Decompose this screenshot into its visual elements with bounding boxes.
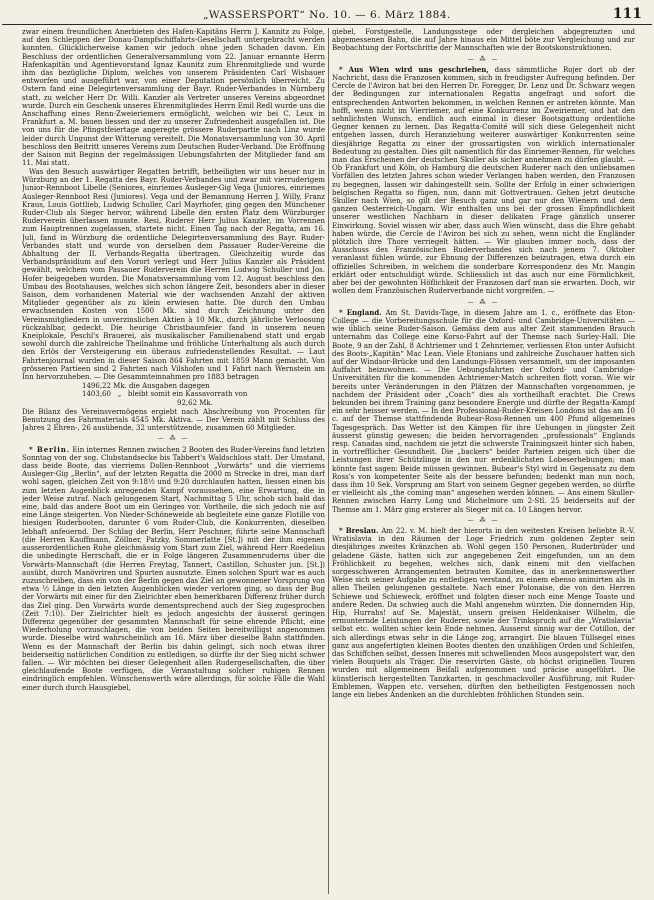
accounts-line: 1496,22 Mk. die Ausgaben dagegen <box>82 381 210 390</box>
article-paragraph: Die Bilanz des Vereinsvermögens ergiebt nach Abschreibung von Procenten für Benutzung des Fahrmaterials 4545 Mk. Aktiva. — Der Verein zählt mit Schluss des Jahres 2 Ehren-, 26 ausübende, 32 unterstützende, zusammen 60 Mitglieder. <box>22 407 325 433</box>
section-separator <box>22 434 325 443</box>
article-paragraph: Ein internes Rennen zwischen 2 Booten des Ruder-Vereins fand letzten Sonntag von der sog. Clubstandsecke bis Tabbert's Waldschloss statt. Der Umstand, dass beide Boote, das vierriems Dollen-Rennboot „Vorwärts“ und die vierriems Ausleger-Gig „Berlin“, auf der letzten Regatta die 2000 m Strecke in drei, man darf wohl sagen, gleichen Zeit von 9:18½ und 9:20 durchlaufen hatten, liessen einen bis zum letzten Augenblick anregenden Kampf voraussehen, eine Erwartung, die in jeder Weise zutraf. Nach gelungenem Start, Nachmittag 5 Uhr, schob sich bald das eine, bald das andere Boot um ein Geringes vor. Vortheile, die sich jedoch nie auf eine Länge steigerten. Von Nieder-Schöneweide ab begleitete eine ganze Flotille von hiesigen Ruderbooten, darunter 6 vom Ruder-Club, die Konkurrenten, dieselben lebhaft anfeuernd. Der Schlag der Berlin, Herr Peschner, führte seine Mannschaft (die Herren Kauffmann, Zöllner, Patzky, Sommerlatte [St.]) mit der ihm eigenen ausserordentlichen Ruhe gleichmässig vom Start zum Ziel, während Herr Roedelius die unbedingte Herrschaft, die er in Folge längeren Zusammenruderns über die Vorwärts-Mannschaft (die Herren Freytag, Tannert, Castillon, Schuster jun. [St.]) ausübt, durch Manövriren und Spurten ausnutzte. Einen solchen Spurt war es auch zuzuschreiben, dass ein von der Berlin gegen das Ziel an gewonnener Vorsprung von etwa ½ Länge in den letzten Augenblicken wieder verloren ging, so dass der Bug der Vorwärts mit einer für den Zielrichter eben bemerkbaren Differenz früher durch das Ziel ging. Den Vorwärts wurde dementsprechend auch der Sieg zugesprochen (Zeit 7:10). Der Zielrichter hielt es jedoch angesichts der äusserst geringen Differenz gegenüber der gesammten Mannschaft für seine ehrende Pflicht, eine Wiederholung vorzuschlagen, die von beiden Seiten bereitwilligst angenommen wurde. Dieselbe wird wahrscheinlich am 16. März über dieselbe Bahn stattfinden. Wenn es der Mannschaft der Berlin bis dahin gelingt, sich noch etwas ihrer beiderseitig natürlichen Condition zu entledigen, so dürfte ihr der Sieg nicht schwer fallen. — Wir möchten bei dieser Gelegenheit allen Rudergesellschaften, die über gleichlaufende Boote verfügen, die Veranstaltung solcher ruhigen Rennen eindringlich empfehlen. Wünschenswerth wäre allerdings, für solche Fälle die Wahl einer durch durch Hausgiebel, <box>22 445 325 692</box>
accounts-line: 1403,60 „ bleibt somit ein Kassavorrath von <box>82 390 248 399</box>
section-separator <box>332 55 635 64</box>
accounts-total: 92,62 Mk. <box>177 399 213 408</box>
section-separator <box>332 298 635 307</box>
article-paragraph: Was den Besuch auswärtiger Regatten betrifft, betheiligten wir uns heuer nur in Würzburg an der 1. Regatta des Bayr. Ruder-Verbandes und zwar mit vierruderigem Junior-Rennboot Libelle (Seniores, einriemes Ausleger-Gig Vega (Juniores, einriemes Ausleger-Rennboot Resi (Juniores). Vega und der Bemannung Herren J. Willy, Franz Kraus, Louis Gottlieb, Ludwig Schuller, Carl Mayrhofer, ging gegen den Münchener Ruder-Club als Sieger hervor, während Libelle den ersten Platz dem Würzburger Ruderverein überlassen musste. Resi, Ruderer Herr Julius Kanzler, im Vorrennen zum Hauptrennen zugelassen, startete nicht. Einen Tag nach der Regatta, am 16. Juli, fand in Würzburg die ordentliche Delegirtenversammlung des Bayr. Ruder-Verbandes statt und wurde von derselben dem Passauer Ruder-Vereine die Abhaltung der II. Verbands-Regatta übertragen. Gleichzeitig wurde das Verbandspräsidium auf den Vorort verlegt und Herr Julius Kanzler als Präsident gewählt, welchem vom Passauer Ruderverein die Herren Ludwig Schuller und Jos. Hofer beigegeben wurden. Die Monatsversammlung vom 12. August beschloss den Umbau des Bootshauses, welches sich schon längere Zeit, besonders aber in dieser Saison, dem vorhandenen Material wie der wachsenden Anzahl der aktiven Mitglieder gegenüber als zu klein erwiesen hatte. Die durch den Umbau erwachsenden Kosten von 1500 Mk. sind durch Zeichnung unter den Vereinsmitgliedern in unverzinslichen Aktien à 10 Mk., durch jährliche Verloosung rückzahlbar, gedeckt. Die heurige Christbaumfeier fand in unserem neuen Kneiplokale, Peschl's Brauerei, als musikalischer Familienabend statt und ergab sowohl durch die zahlreiche Theilnahme und fröhliche Unterhaltung als auch durch den Erlös der Versteigerung ein überaus zufriedenstellendes Resultat. — Laut Fahrtenjournal wurden in dieser Saison 864 Fahrten mit 1859 Mann gemacht. Von grösseren Partieen sind 2 Fahrten nach Vilshofen und 1 Fahrt nach Wernstein am Inn hervorzuheben. — Die Gesammteinnahmen pro 1883 betragen <box>22 167 325 382</box>
article-paragraph: giebel, Forstgestelle, Landungsstege oder dergleichen abgegrenzten und abgemessenen Bahn, die auf Jahre hinaus ein Mittel böte zur Vergleichung und zur Beobachtung der Fortschritte der Mannschaften wie der Bootskonstruktionen. <box>332 28 635 53</box>
article-paragraph: dass sämmtliche Rojer dort ob der Nachricht, dass die Franzosen kommen, sich in freudigster Aufregung befinden. Der Cercle de l'Aviron hat bei den Herren Dr. Foregger, Dr. Lenz und Dr. Schwarz wegen der Bedingungen zur internationalen Regatta angefragt und sofort die entsprechenden Antworten bekommen, in welchen Rennen er antreten könnte. Man hofft, wenn nicht im Vierriemer, auf eine Konkurrenz im Zweiriemer, und hat den sehnlichsten Wunsch, endlich auch einmal in dieser Bootsgattung ordentliche Gegner kennen zu lernen. Das Regatta-Comité will sich diese Gelegenheit nicht entgehen lassen, durch Heranziehung weiterer auswärtiger Konkurrenten seine diesjährige Regatta zu einer der grossartigsten von wirklich internationaler Bedeutung zu gestalten. Dies gilt namentlich für das Einriemer-Rennen, für welches man das Erscheinen der deutschen Skuller als sicher annehmen zu dürfen glaubt. — Ob Frankfurt und Köln, ob Hamburg die deutschen Ruderer nach den unliebsamen Vorfällen des letzten Jahres schon wieder Verlangen haben werden, den Franzosen zu begegnen, lassen wir dahingestellt sein. Sollte der Erfolg in einer schwierigen belgischen Regatta so fügen, nun, dann mit Gottvertrauen. Gehen jetzt deutsche Skuller nach Wien, so gilt der Besuch ganz und gar nur den Wienern und dem ganzen Oesterreich-Ungarn. Wir enthalten uns bei der grossen Empfindlichkeit unserer westlichen Nachbarn in dieser delikaten Frage gänzlich unserer Einwirkung. Soviel wissen wir aber, dass auch Wien wünscht, dass die Ehre gehabt haben würde, die Cercle de l'Aviron bei sich zu sehen, wenn nicht die Engländer plötzlich ihre Thore verriegelt hätten. — Wir glauben immer noch, dass der Ausschuss des Französischen Ruderverbandes sich nach jenem 7. Oktober veranlasst fühlen würde, zur Ebnung der Differenzen beizutragen, etwa durch ein offizielles Schreiben, in welchem die sonderbare Korrespondenz des Mr. Mangin erklärt oder entschuldigt würde. Schliesslich ist das auch nur eine Förmlichkeit, aber bei der gewohnten Höflichkeit der Franzosen darf man sie erwarten. Doch, wir wollen dem Französischen Ruderverbande nicht vorgreifen. — <box>332 65 635 296</box>
article-paragraph: Am St. Davids-Tage, in diesem Jahre am 1. c., eröffnete das Eton-College — die Vorbereitungsschule für die Oxford- und Cambridge-Universitäten — wie üblich seine Ruder-Saison. Gemäss dem aus alter Zeit stammenden Brauch unternahm das College eine Korso-Fahrt auf der Themse nach Surley-Hall. Die Boote, 9 an der Zahl, 8 Achtriemer und 1 Zehnriemer, verliessen Eton unter Aufsicht des Boots-„Kapitän“ Mac Lean. Viele Etonians und zahlreiche Zuschauer hatten sich auf der Windsor-Brücke und den Landungs-Flössen versammelt, um der imposanten Auffahrt beizuwohnen. — Die Uebungsfahrten der Oxford- und Cambridge-Universitäten für die kommenden Achtriemer-Match schreiten flott voran. Wie wir bereits unter Veränderungen in den Plätzen der Mannschaften vorgenommen, je nachdem der Präsident oder „Coach“ dies als vortheilhaft erachtet. Die Crews bekunden bei ihrem Training ganz besondere Energie und dürfte der Regatta-Kampf ein sehr heisser werden. — In den Professional-Ruder-Kreisen Londons ist das am 10 c. auf der Themse stattfindende Bubear-Ross-Rennen um 400 Pfund allgemeines Tagesgespräch. Das Wetter ist den Kämpen für ihre Uebungen in jüngster Zeit äusserst günstig gewesen; die beiden hervorragenden „professionals“ Englands resp. Canadas sind, nachdem sie jetzt die schwerste Trainingszeit hinter sich haben, in vortrefflicher Gesundheit. Die „backers“ beider Parteien zeigen sich über die Leistungen ihrer Schützlinge in den nur erdenklichsten Lobeserhebungen; man könnte fast sagen: Beide müssen gewinnen. Bubear's Styl wird in Gegensatz zu dem Ross's von kompetenter Seite als der bessere befunden; bedenkt man nun noch, dass ihm 10 Sek. Vorsprung am Start von seinem Gegner gegeben werden, so dürfte er vielleicht als „the coming man“ angesehen werden können. — Ans einem Skuller-Rennen zwischen Harry Long und Michelmore um 2-Stl. 25 beiderseits auf der Themse am 1. März ging ersterer als Sieger mit ca. 10 Längen hervor. <box>332 308 635 514</box>
section-heading-england: * England. <box>339 307 382 317</box>
running-title: „WASSERSPORT“ No. 10. — 6. März 1884. <box>203 9 451 21</box>
column-divider <box>328 28 329 894</box>
header-rule <box>2 24 652 25</box>
section-heading-wien: * Aus Wien wird uns geschrieben, <box>339 64 489 74</box>
right-column <box>332 28 635 894</box>
page-number: 111 <box>612 6 642 22</box>
article-paragraph: zwar einem freundlichen Anerbieten des Hafen-Kapitäns Herrn J. Kannitz zu Folge, auf den Schleppen der Donau-Dampfschiffahrts-Gesellschaft untergebracht werden konnten. Glücklicherweise kamen wir jedoch ohne jeden Schaden davon. Ein Beschluss der ordentlichen Generalversammlung vom 22. Januar ernannte Herrn Hafenkapitän und Agentievorstand Ignaz Kaunitz zum Ehrenmitgliede und wurde ihm das bezügliche Diplom, welches von unserem Präsidenten Carl Wisbauer entworfen und ausgeführt war, von einer Deputation persönlich überreicht. Zu Ostern fand eine Delegirtenversammlung der Bayr. Ruder-Verbandes in Nürnberg statt, zu welcher Herr Dr. Willi. Kanzler als Vertreter unseres Vereins abgeordnet wurde. Durch ein Geschenk unseres Ehrenmitgliedes Herrn Emil Redl wurde uns die Anschaffung eines Renn-Zweieriemers ermöglicht, welchen wir bei C. Leux in Frankfurt a. M. bauen liessen und der zu unserer Zufriedenheit ausgefallen ist. Die von uns für die Pfingstfeiertage angeregte grössere Ruderpartie nach Linz wurde leider durch Ungunst der Witterung vereitelt. Die Monatsversammlung von 30. April beschloss den Beitritt unseres Vereins zum Deutschen Ruder-Verband. Die Eröffnung der Saison mit Beginn der regelmässigen Uebungsfahrten der Mitglieder fand am 11. Mai statt. <box>22 28 325 168</box>
article-paragraph: Am 22. v. M. hielt der hierorts in den weitesten Kreisen beliebte R.-V. Wratislavia in den Räumen der Loge Friedrich zum goldenen Zepter sein diesjähriges zweites Kränzchen ab. Wohl gegen 150 Personen, Ruderbrüder und geladene Gäste, hatten sich zur angegebenen Zeit eingefunden, um an dem Fröhlichkeit zu begehen, welches sich, dank einem mit den vielfachen sorgesschweren Arrangementen betrauten Komitee, das in anerkennenswerther Weise sich seiner Aufgabe zu entledigen verstand, zu einem ebenso animirten als in allen Theilen gelungenen gestaltete. Nach einer Polonaise, die von den Herren Schiewe und Schieweck, eröffnet und folgten dieser noch eine Menge Toaste und andere Reden. Da schwieg auch die Mahl angenehm würzten. Die donnernden Hip, Hip, Hurrahs! auf Se. Majestät, unsern greisen Heldenkaiser Wilhelm, die ermunternde Leistungen der Ruderer, sowie der Trinkspruch auf die „Wratislavia“ selbst etc. wollten schier kein Ende nehmen. Ausserst sinnig war der Cotillon, der sich allerdings etwas sehr in die Länge zog, arrangirt. Die blauen Tüllsegel eines ganz aus angefertigten kleinen Bootes dienten den unzähligen Orden und Schleifen, das Schiffchen selbst, dessen Inneres mit schwellenden Moos ausgepolstert war, den vielen Bouquets als Träger. Die reservirten Gäste, ob höchst originellen Touren wurden mit allgemeinem Beifall aufgenommen und präcise ausgeführt. Die künstlerisch hergestellten Tanzkarten, in geschmackvoller Ausführung, mit Ruder-Emblemen, Wappen etc. versehen, dürften den betheiligten Festgenossen noch lange ein liebes Andenken an die durchlebten fröhlichen Stunden sein. <box>332 526 635 700</box>
left-column <box>22 28 325 894</box>
section-heading-breslau: * Breslau. <box>339 525 379 535</box>
section-separator <box>332 516 635 525</box>
page-header <box>0 0 654 26</box>
section-heading-berlin: * Berlin. <box>29 444 71 454</box>
